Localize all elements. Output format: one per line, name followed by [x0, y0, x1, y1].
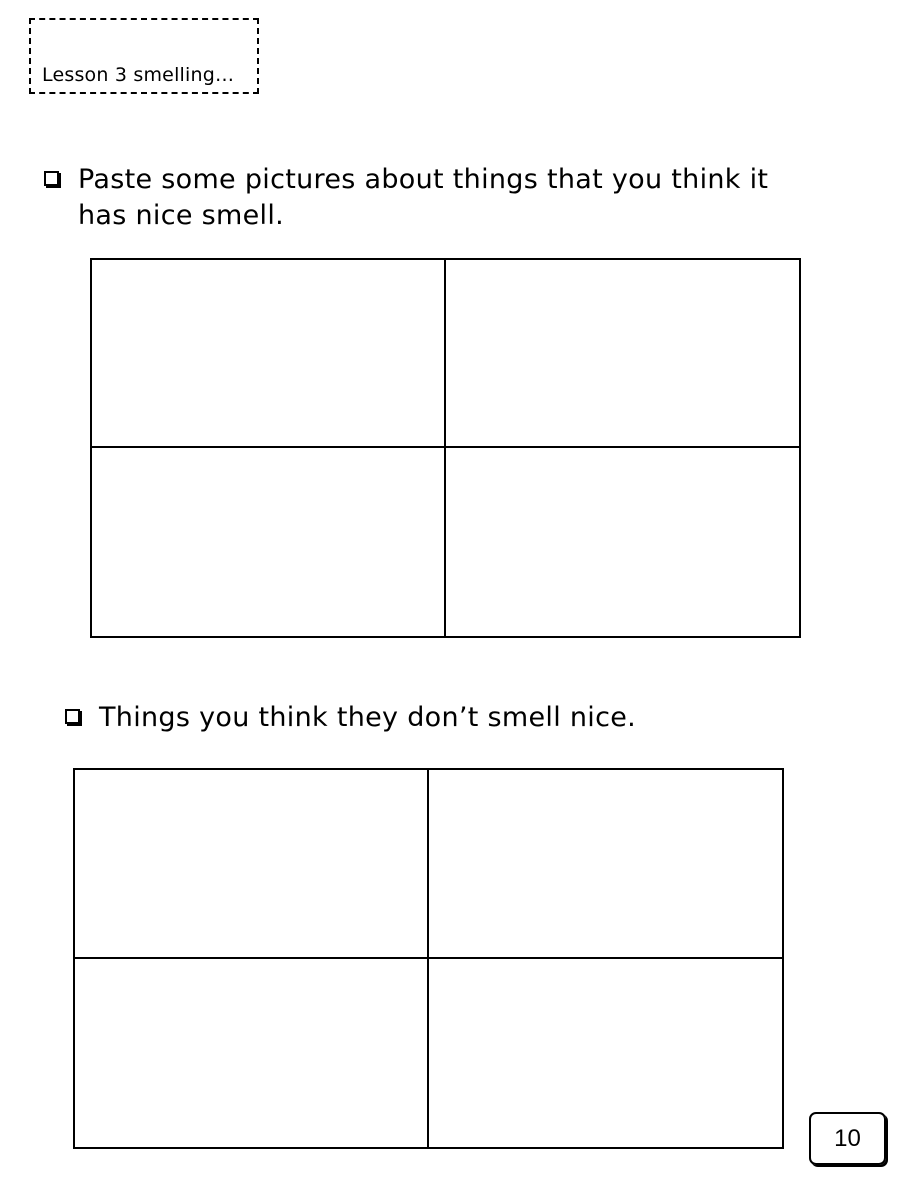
- checkbox-icon: [44, 171, 59, 186]
- prompt-bad-smell-text: Things you think they don’t smell nice.: [99, 702, 637, 733]
- lesson-label: Lesson 3 smelling…: [42, 64, 235, 86]
- picture-box[interactable]: [75, 770, 429, 959]
- prompt-nice-smell: [44, 162, 824, 234]
- picture-box[interactable]: [446, 448, 800, 636]
- picture-box[interactable]: [446, 260, 800, 448]
- nice-smell-picture-grid: [90, 258, 801, 638]
- bad-smell-picture-grid: [73, 768, 784, 1149]
- prompt-nice-smell-text: Paste some pictures about things that you think it has nice smell.: [78, 164, 769, 231]
- lesson-label-box: [29, 18, 259, 94]
- picture-box[interactable]: [75, 959, 429, 1148]
- checkbox-icon: [65, 709, 80, 724]
- picture-box[interactable]: [429, 770, 783, 959]
- picture-box[interactable]: [429, 959, 783, 1148]
- picture-box[interactable]: [92, 260, 446, 448]
- picture-box[interactable]: [92, 448, 446, 636]
- prompt-bad-smell: [65, 700, 845, 736]
- page-number: 10: [809, 1112, 886, 1165]
